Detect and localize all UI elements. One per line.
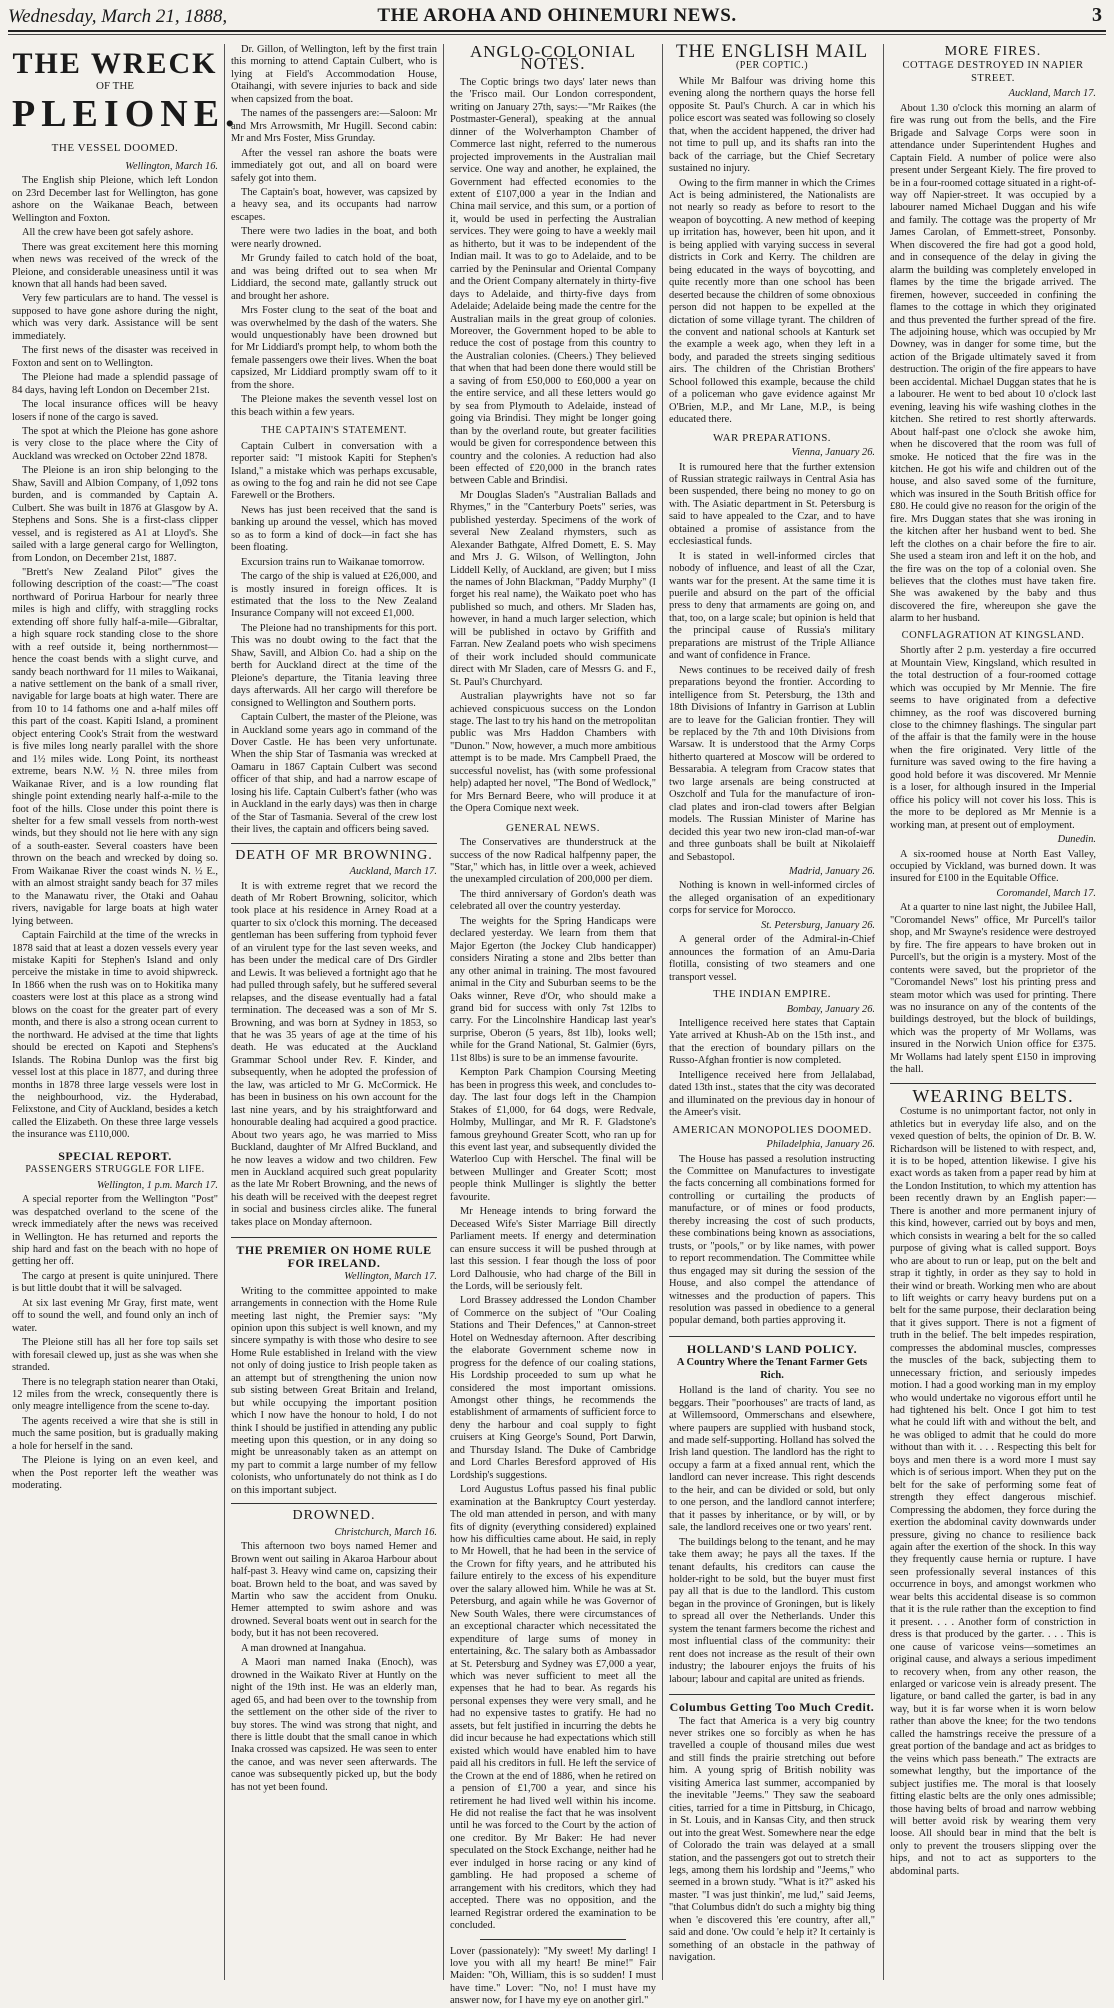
masthead xyxy=(8,2,1106,32)
dateline: Bombay, January 26. xyxy=(786,1003,875,1015)
paragraph: The Pleione still has all her fore top sails set with foresail clewed up, just as she was when she stranded. xyxy=(12,1337,218,1374)
paragraph: Mr Heneage intends to bring forward the Deceased Wife's Sister Marriage Bill directly Parliament meets. If energy and determination can ensure success it will be pushed through at last this session. I fear though the loss of poor Lord Dalhousie, who had charge of the Bill in the Lords, will be seriously felt. xyxy=(450,1206,656,1292)
verse-speaker: Lover (passionately): xyxy=(450,1945,540,1957)
paragraph: Owing to the firm manner in which the Crimes Act is being administered, the Nationalists are not nearly so ready as before to resort to the weapon of boycotting. A new method of keeping up irritation has, however, been hit upon, and it is being applied with varying success in several districts in Cork and Kerry. The children are being educated in the ways of boycotting, and quite recently more than one school has been deserted because the children of some obnoxious person did not happen to be expelled at the dictation of some village tyrant. The children of the convent and national schools at Kanturk set the example a week ago, when they left in a body, and paraded the streets singing seditious airs. The children of the Christian Brothers' School followed this example, because the child of a policeman who gave evidence against Mr O'Brien, M.P., and Mr Lane, M.P., is being educated there. xyxy=(669,177,875,426)
paragraph: Costume is no unimportant factor, not only in athletics but in everyday life also, and on the vexed question of belts, the opinion of Dr. B. W. Richardson will be listened to with respect, and, it is to be hoped, attention likewise. I give his exact words as taken from a paper read by him at the London Institution, to which my attention has been recently drawn by an English paper:—There is another and more permanent injury of this kind, however, carried out by boys and men, which consists in wearing a belt for the so called purpose of giving what is called support. Boys who are about to run or leap, put on the belt and strap it tightly, in order as they say to hold in their wind or breath. Working men who are about to lift weights or carry heavy burdens put on a belt for the same purpose, their declaration being that it gives support. There is not a figment of truth in the belief. The belt impedes respiration, compresses the abdominal muscles, compresses the muscles of the back, subjecting them to unnecessary friction, and seriously impedes motion. I had a good working man in my employ who would undertake no vigorous effort until he had tightened his belt. Once I got him to test what he could lift with and without the belt, and he was obliged to admit that he could do more without than with it. . . . Respecting this belt for boys and men there is a word more I must say which is of serious import. When they put on the belt for the sake of performing some feat of strength they effect dangerous mischief. Compressing the abdomen, they force during the exertion the abdominal cavity downwards under pressure, giving no chance to resilience back again after the exertion of the shock. In this way they frequently cause hernia or rupture. I have seen professionally several instances of this occurrence in boys, and amongst workmen who wear belts this accidental disease is so common that it is the rule rather than the exception to find it present. . . . Another form of constriction in dress is that produced by the garter. . . . This is one cause of varicose veins—sometimes an original cause, and always a serious impediment to recovery when, from any other reason, the enlarged or varicose vein is already present. The ligature, or band called the garter, is bad in any way, but it is far worse when it is worn below rather than above the knee; for the two tendons called the hamstrings receive the pressure of a great portion of the bandage and act as bridges to the veins which pass beneath." The extracts are somewhat lengthy, but the importance of the subject justifies me. The moral is that loosely fitting elastic belts are the only ones admissible; those having belts of broad and narrow webbing will better avoid risk by wearing them very loose. All should bear in mind that the belt is only to prevent the trousers slipping over the hips, and not to act as supporters to the abdominal parts. xyxy=(890,1106,1096,1877)
section-rule xyxy=(480,1939,626,1940)
heading-war-preparations: WAR PREPARATIONS. xyxy=(712,431,832,444)
dateline: Wellington, March 16. xyxy=(125,160,218,172)
heading-anglo-colonial-notes: ANGLO-COLONIAL NOTES. xyxy=(469,42,637,74)
column-divider xyxy=(224,44,225,1980)
heading-american-monopolies: AMERICAN MONOPOLIES DOOMED. xyxy=(672,1123,872,1136)
paragraph: Shortly after 2 p.m. yesterday a fire occurred at Mountain View, Kingsland, which resulted in the total destruction of a four-roomed cottage which was occupied by Mr Mennie. The fire seems to have originated from a defective chimney, as the roof was discovered burning close to the chimney flashings. The singular part of the affair is that the family were in the house when the fire originated. Very little of the furniture was saved owing to the fire having a good hold before it was discovered. Mr Mennie is a loser, for although insured in the Imperial office his policy will not cover his loss. This is the more to be deplored as Mr Mennie is a working man, at present out of employment. xyxy=(890,645,1096,831)
paragraph: Mr Douglas Sladen's "Australian Ballads and Rhymes," in the "Canterbury Poets" series, was published yesterday. Specimens of the work of several New Zealand rhymsters, such as Alexander Bathgate, Alfred Domett, E. S. May and Mrs J. G. Wilson, of Wellington, John Liddell Kelly, of Auckland, are given; but I miss the names of John Blackman, "Paddy Murphy" (I forget his real name), the Waikato poet who has published so much, and others. Mr Sladen has, however, in hand a much larger selection, which will be published in octavo by Griffith and Farran. New Zealand poets who wish specimens of their work included should communicate direct with Mr Sladen, care of Messrs G. and F., St. Paul's Churchyard. xyxy=(450,489,656,688)
paragraph: Captain Culbert, the master of the Pleione, was in Auckland some years ago in command of the Dover Castle. He has been very unfortunate. When the ship Star of Tasmania was wrecked at Oamaru in 1867 Captain Culbert was second officer of that ship, and had a narrow escape of losing his life. Captain Culbert's father (who was in Auckland in the early days) was then in charge of the Star of Tasmania. Several of the crew lost their lives, the captain and officers being saved. xyxy=(231,712,437,836)
masthead-rule xyxy=(8,34,1106,35)
paragraph: The third anniversary of Gordon's death was celebrated all over the country yesterday. xyxy=(450,888,656,913)
paragraph: There were two ladies in the boat, and both were nearly drowned. xyxy=(231,226,437,250)
paragraph: The cargo of the ship is valued at £26,000, and is mostly insured in foreign offices. It is estimated that the loss to the New Zealand Insurance Company will not exceed £1,000. xyxy=(231,571,437,620)
dateline: Coromandel, March 17. xyxy=(996,887,1096,899)
paragraph: Writing to the committee appointed to make arrangements in connection with the Home Rule meeting last night, the Premier says: "My opinion upon this subject is well known, and my sincere sympathy is with those who desire to see Home Rule established in Ireland with the view not only of doing justice to Irish people taken as an attempt but of strengthening the union now sub sisting between Great Britain and Ireland, but while occupying the important position which I now have the honour to hold, I do not think I should be justified in attending any public meeting upon this question, or in any doing so might be unreasonably taken as an attempt on my part to commit a large number of my fellow colonists, who unfortunately do not think as I do on this important subject. xyxy=(231,1285,437,1496)
subheading-per-coptic: (PER COPTIC.) xyxy=(735,60,809,72)
paragraph: The Pleione had no transhipments for this port. This was no doubt owing to the fact that the Shaw, Savill, and Albion Co. had a ship on the berth for Auckland direct at the time of the Pleione's departure, the Titania leaving three days afterwards. All her cargo will therefore be consigned to Wellington and Southern ports. xyxy=(231,622,437,709)
subheading-vessel-doomed: THE VESSEL DOOMED. xyxy=(51,142,179,155)
subheading-cottage-destroyed: COTTAGE DESTROYED IN NAPIER STREET. xyxy=(902,60,1084,84)
dateline: Auckland, March 17. xyxy=(1008,88,1096,100)
paragraph: Captain Culbert in conversation with a reporter said: "I mistook Kapiti for Stephen's Island," a mistake which was perhaps excusable, as owing to the fog and rain he did not see Cape Farewell or the Brothers. xyxy=(231,440,437,502)
paragraph: The buildings belong to the tenant, and he may take them away; he pays all the taxes. If the tenant defaults, his creditors can cause the holder-right to be sold, but the buyer must first pay all that is due to the landlord. This custom began in the province of Groningen, but is likely to spread all over the Netherlands. Under this system the tenant farmers become the richest and most influential class of the community: their rent does not increase as the result of their own industry; the labourer enjoys the fruits of his labour; labour and capital are united as friends. xyxy=(669,1536,875,1685)
column-wreck-continued xyxy=(231,44,437,1980)
paragraph: The House has passed a resolution instructing the Committee on Manufactures to investigate the facts concerning all combinations formed for controlling or curtailing the products of manufacture, or of mines or food products, thereby increasing the cost of such products, these combinations being known as associations, trusts, or "pools," or by like names, with power to report recommendation. The Committee while thus engaged may sit during the session of the House, and also compel the attendance of witnesses and the production of papers. This resolution was passed in obedience to a general popular demand, both parties approving it. xyxy=(669,1153,875,1327)
newspaper-title: THE AROHA AND OHINEMURI NEWS. xyxy=(377,5,737,26)
paragraph: Captain Fairchild at the time of the wrecks in 1878 said that at least a dozen vessels every year mistake Kapiti for Stephen's Island and only perceive the mistake in time to avoid shipwreck. In 1866 when the rush was on to Hokitika many coasters were lost at this place as a strong wind blows on the coast for the greater part of every month, and there is also a strong ocean current to the northward. He advised at the time that lights should be erected on Kapoti and Stephens's Islands. The Robina Dunlop was the first big vessel lost at this place in 1877, and during three months in 1878 three large vessels were lost in the neighbourhood, viz. the Hyderabad, Felixstone, and City of Auckland, besides a ketch called the Elizabeth. On these three large vessels the insurance was £110,000. xyxy=(12,930,218,1141)
paragraph: News continues to be received daily of fresh preparations beyond the frontier. According to intelligence from St. Petersburg, the 13th and 18th Divisions of Infantry in Garrison at Lublin are to leave for the Galician frontier. They will be replaced by the 7th and 10th Divisions from Warsaw. It is understood that the Army Corps hitherto quartered at Moscow will be ordered to Bessarabia. A telegram from Cracow states that two large arsenals are being constructed at Oszcholf and Tula for the manufacture of iron-clad plates and iron-clad towers after Belgian models. The Russian Minister of Marine has decided this year two new iron-clad man-of-war and three gunboats shall be built at Nikolaieff and Sebastopol. xyxy=(669,664,875,863)
paragraph: The cargo at present is quite uninjured. There is but little doubt that it will be salvaged. xyxy=(12,1270,218,1295)
paragraph: The first news of the disaster was received in Foxton and sent on to Wellington. xyxy=(12,345,218,369)
heading-death-of-mr-browning: DEATH OF MR BROWNING. xyxy=(231,843,437,862)
paragraph: At six last evening Mr Gray, first mate, went off to sound the well, and found only an inch of water. xyxy=(12,1297,218,1334)
paragraph: The weights for the Spring Handicaps were declared yesterday. We learn from them that Major Egerton (the Jockey Club handicapper) considers Nirating a stone and 2lbs better than any other animal in training. The most favoured animal in the City and Suburban seems to be the Oaks winner, Reve d'Or, who should make a grand bid for success with only 7st 12lbs to carry. For the Lincolnshire Handicap last year's surprise, Oberon (5 years, 8st 1lb), looks well; while for the Grand National, St. Galmier (6yrs, 11st 8lbs) is sure to be an immense favourite. xyxy=(450,915,656,1064)
column-more-fires xyxy=(890,44,1096,1980)
heading-english-mail: THE ENGLISH MAIL xyxy=(675,41,869,62)
paragraph: The names of the passengers are:—Saloon: Mr and Mrs Arrowsmith, Mr Hugill. Second cabin: Mr and Mrs Foster, Miss Grunday. xyxy=(231,108,437,145)
paragraph: This afternoon two boys named Hemer and Brown went out sailing in Akaroa Harbour about half-past 3. Heavy wind came on, capsizing their boat. Brown held to the boat, and was saved by Martin who saw the accident from Onuku. Hemer attempted to swim ashore and was drowned. Several boats went out in search for the body, but it has not been recovered. xyxy=(231,1541,437,1640)
heading-premier-home-rule: THE PREMIER ON HOME RULE FOR IRELAND. xyxy=(231,1237,437,1269)
paragraph: Excursion trains run to Waikanae tomorrow. xyxy=(241,556,425,568)
column-wreck-of-pleione xyxy=(12,44,241,1980)
heading-conflagration-kingsland: CONFLAGRATION AT KINGSLAND. xyxy=(901,629,1085,641)
paragraph: At a quarter to nine last night, the Jubilee Hall, "Coromandel News" office, Mr Purcell's tailor shop, and Mr Swayne's residence were destroyed by fire. The fire appears to have broken out in Purcell's, but the origin is a mystery. Most of the contents were saved, but the proprietor of the "Coromandel News" lost his printing press and steam motor which was used for printing. There was no insurance on any of the contents of the buildings destroyed, but the block of buildings, which was the property of Mr Wollams, was insured in the Norwich Union office for £375. Mr Wollams had lately spent £150 in improving the hall. xyxy=(890,902,1096,1076)
paragraph: Nothing is known in well-informed circles of the alleged organisation of an expeditionary corps for service for Morocco. xyxy=(669,880,875,917)
paragraph: The Conservatives are thunderstruck at the success of the now Radical halfpenny paper, the "Star," which has, in little over a week, achieved the unexampled circulation of 200,000 per diem. xyxy=(450,837,656,886)
heading-special-report: SPECIAL REPORT. xyxy=(58,1148,172,1163)
headline-pleione: PLEIONE. xyxy=(12,93,241,136)
paragraph: Mrs Foster clung to the seat of the boat and was overwhelmed by the dash of the waters. She would unquestionably have been drowned but for Mr Liddiard's prompt help, to whom both the female passengers owe their lives. When the boat capsized, Mr Liddiard promptly swam off to it from the shore. xyxy=(231,305,437,391)
column-divider xyxy=(883,44,884,1980)
issue-date: Wednesday, March 21, 1888, xyxy=(8,6,228,27)
paragraph: "Brett's New Zealand Pilot" gives the following description of the coast:—"The coast northward of Porirua Harbour for nearly three miles is high and cliffy, with straggling rocks extending off shore fully half-a-mile—Gibraltar, a high square rock standing close to the shore with a reef outside it, being northernmost—hence the coast bends with a slight curve, and sandy beach northward for 11 miles to Waikanai, a native settlement on the bank of a small river, navigable for large boats at high water. There are from 10 to 14 fathoms one and a-half miles off this part of the coast. Kapiti Island, a prominent object entering Cook's Strait from the westward is five miles long nearly parallel with the shore and 1½ miles wide. Long Point, its northeast extreme, bears N.W. ½ N. three miles from Waikanae River, and is a low rounding flat shingle point extending nearly half-a-mile to the foot of the hills. Close under this point there is shelter for a few small vessels from north-west winds, but they should not lie here with any sign of a south-easter. Several coasters have been thrown on the beach and wrecked by doing so. From Waikanae River the coast winds N. ½ E., with an almost straight sandy beach for 37 miles to the Manawatu river, the Otaki and Oahau rivers, navigable for large boats at high water lying between. xyxy=(12,566,218,927)
verse-paragraph xyxy=(450,1946,656,2008)
heading-indian-empire: THE INDIAN EMPIRE. xyxy=(712,988,832,1001)
column-english-mail xyxy=(669,41,875,1980)
paragraph: After the vessel ran ashore the boats were immediately got out, and all on board were safely got into them. xyxy=(231,147,437,184)
headline-the-wreck: THE WRECK xyxy=(12,47,218,80)
heading-general-news: GENERAL NEWS. xyxy=(505,821,601,834)
page-number: 3 xyxy=(1092,4,1102,26)
dateline: Philadelphia, January 26. xyxy=(766,1139,875,1151)
paragraph: A man drowned at Inangahua. xyxy=(241,1642,366,1654)
column-divider xyxy=(443,44,444,1980)
subheading-tenant-farmer: A Country Where the Tenant Farmer Gets Rich. xyxy=(676,1357,868,1381)
paragraph: Mr Grundy failed to catch hold of the boat, and was being drifted out to sea when Mr Liddiard, the second mate, gallantly struck out and brought her ashore. xyxy=(231,253,437,302)
paragraph: About 1.30 o'clock this morning an alarm of fire was rung out from the bells, and the Fire Brigade and Salvage Corps were soon in attendance under Superintendent Hughes and Captain Field. A number of police were also present under Sergeant Kiely. The fire proved to be in a four-roomed cottage situated in a right-of-way off Napier-street. It was occupied by a labourer named Michael Duggan and his wife and family. The cottage was the property of Mr James Carolan, of Emmett-street, Ponsonby. When discovered the fire had got a good hold, and in consequence of the delay in giving the alarm the building was completely enveloped in flames by the time the brigade arrived. The firemen, however, succeeded in confining the flames to the cottage in which they originated and thus prevented the further spread of the fire. The adjoining house, which was occupied by Mr Downey, was in danger for some time, but the action of the Brigade ultimately saved it from destruction. The origin of the fire appears to have been accidental. Michael Duggan states that he is a labourer. He went to bed about 10 o'clock last evening, leaving his wife washing clothes in the kitchen. She retired to rest shortly afterwards. About half-past one o'clock she awoke him, when he discovered that the room was full of smoke. He noticed that the fire was in the kitchen. He got his wife and children out of the house, and also saved some of the furniture, which was insured in the South British office for £80. He could give no reason for the origin of the fire. Mrs Duggan states that she was ironing in the kitchen after her husband went to bed. She left the clothes on a chair before the fire to air. She used a steam iron and left it on the hob, and the fire was on the top of a colonial oven. She believes that the clothes must have taken fire. She was awakened by the baby and thus discovered the fire, whereupon she gave the alarm to her husband. xyxy=(890,102,1096,625)
paragraph: Kempton Park Champion Coursing Meeting has been in progress this week, and concludes to-day. The last four dogs left in the Champion Stakes of £1,000, for 64 dogs, were Redvale, Holmby, Mullingar, and Mr R. F. Gladstone's famous greyhound Greater Scott, who ran up for this event last year, and subsequently divided the Waterloo Cup with Herschel. The final will be between Mullinger and Greater Scott; most people think Mullinger is slightly the better favourite. xyxy=(450,1067,656,1203)
paragraph: The Pleione makes the seventh vessel lost on this beach within a few years. xyxy=(231,394,437,418)
heading-drowned: DROWNED. xyxy=(231,1503,437,1522)
paragraph: The Pleione is lying on an even keel, and when the Post reporter left the weather was moderating. xyxy=(12,1455,218,1492)
verse-text: "My sweet! My darling! I love you with all my heart! Be mine!" Fair Maiden: "Oh, William, this is so sudden! I must have time." Lover: "No, no! I must have my answer now, for I have my eye on another girl." xyxy=(450,1945,656,2007)
heading-captains-statement: THE CAPTAIN'S STATEMENT. xyxy=(261,425,407,437)
dateline: St. Petersburg, January 26. xyxy=(761,919,875,931)
heading-wearing-belts: WEARING BELTS. xyxy=(890,1083,1096,1102)
headline-of-the: OF THE xyxy=(96,80,134,92)
paragraph: Very few particulars are to hand. The vessel is supposed to have gone ashore during the night, which was very dark. Assistance will be sent immediately. xyxy=(12,293,218,342)
paragraph: Holland is the land of charity. You see no beggars. Their "poorhouses" are tracts of land, as at Willemsoord, Ommerschans and elsewhere, where paupers are supplied with husband stock, and made self-supporting. Holland has solved the Irish land question. The landlord has the right to occupy a farm at a fixed annual rent, which the landlord can never increase. This right descends to the heir, and can be divided or sold, but only to one person, and the landlord cannot interfere; that it passes by inheritance, or by will, or by sale, the landlord receives one or two years' rent. xyxy=(669,1385,875,1534)
paragraph: Lord Brassey addressed the London Chamber of Commerce on the subject of "Our Coaling Stations and Their Defences," at Cannon-street Hotel on Wednesday afternoon. After describing the elaborate Government scheme now in progress for the defence of our coaling stations, His Lordship proceeded to sum up what he considered the most important omissions. Amongst other things, he recommends the establishment of armaments of sufficient force to deny the harbour and coal supply to fight cruisers at King George's Sound, Port Darwin, and Thursday Island. The Duke of Cambridge and Lord Charles Beresford approved of His Lordship's suggestions. xyxy=(450,1295,656,1481)
paragraph: Lord Augustus Loftus passed his final public examination at the Bankruptcy Court yesterday. The old man attended in person, and with many fits of dignity (everything considered) explained how his difficulties came about. He said, in reply to Mr Howell, that he had been in the service of the Crown for fifty years, and he attributed his failure entirely to the excess of his expenditure over the salary allowed him. While he was at St. Petersburg, and again while he was Governor of New South Wales, there were circumstances of an exceptional character which necessitated the expenditure of large sums of money in entertaining, &c. The salary both as Ambassador at St. Petersburg and Sydney was £7,000 a year, which was never sufficient to meet all the expenses that he had to bear. As regards his personal expenses they were very small, and he had no expensive tastes to gratify. He had no assets, but felt justified in incurring the debts he did incur because he had expectations which still existed which would have enabled him to have paid all his creditors in full. He left the service of the Crown at the end of 1886, when he retired on a pension of £1,700 a year, and since his retirement he had lived well within his income. He did not realise the fact that he was insolvent until he was forced to the Court by the action of one creditor. By Mr Baker: He had never speculated on the Stock Exchange, neither had he ever indulged in horse racing or any kind of gambling. He had proposed a scheme of arrangement with his creditors, which they had accepted. There was no opposition, and the learned Registrar ordered the examination to be concluded. xyxy=(450,1484,657,1932)
paragraph: While Mr Balfour was driving home this evening along the northern quays the horse fell opposite St. Paul's Church. A car in which his police escort was seated was following so closely that, when the accident happened, the driver had not time to pull up, and its shafts ran into the back of the carriage, but the Chief Secretary sustained no injury. xyxy=(669,75,875,175)
paragraph: Dr. Gillon, of Wellington, left by the first train this morning to attend Captain Culbert, who is lying at Field's Accommodation House, Otaihangi, with severe injuries to back and side when capsized from the boat. xyxy=(231,44,437,105)
paragraph: It is with extreme regret that we record the death of Mr Robert Browning, solicitor, which took place at his residence in Arney Road at a quarter to six o'clock this morning. The deceased gentleman has been suffering from typhoid fever of an virulent type for the last seven weeks, and has been under the medical care of Drs Girdler and Lewis. It was believed a fortnight ago that he had pulled through safely, but he suffered several relapses, and the disease eventually had a fatal termination. The deceased was a son of Mr S. Browning, and was born at Sydney in 1853, so that he was 35 years of age at the time of his death. He was educated at the Auckland Grammar School under Rev. F. Kinder, and subsequently, when he adopted the profession of the law, was articled to Mr G. McCormick. He has been in business on his own account for the last nine years, and by his straightforward and honourable dealing had acquired a good practice. About two years ago, he was married to Miss Buckland, daughter of Mr Alfred Buckland, and he now leaves a widow and two children. Few men in Auckland acquired such great popularity as the late Mr Robert Browning, and the news of his death will be received with the deepest regret in social and business circles alike. The funeral takes place on Monday afternoon. xyxy=(231,880,437,1228)
paragraph: The agents received a wire that she is still in much the same position, but is gradually making a hole for herself in the sand. xyxy=(12,1415,218,1452)
paragraph: The Coptic brings two days' later news than the 'Frisco mail. Our London correspondent, writing on January 27th, says:—"Mr Raikes (the Postmaster-General), speaking at the annual dinner of the Wolverhampton Chamber of Commerce last night, referred to the numerous projected improvements in the Australian mail service. One way and another, he explained, the Government had effected economies to the extent of £107,000 a year in the Indian and China mail service, and this sum, or a portion of it, would be used in perfecting the Australian services. They were going to have a weekly mail as hitherto, but it was to be independent of the Indian mail. It was to go to Adelaide, and to be carried by the Peninsular and Oriental Company and the Orient Company alternately in thirty-five days to Adelaide, and thirty-five days from Adelaide; Adelaide being made the centre for the Australian mails in the great group of colonies. Moreover, the Government hoped to be able to reduce the cost of postage from this country to the Australian colonies. (Cheers.) They believed that when that had been done there would still be a saving of from £50,000 to £60,000 a year on the entire service, and all these letters would go by sea from Plymouth to Adelaide, instead of going via Brindisi. They might be longer going than by the overland route, but greater facilities would be given for correspondence between this country and the colonies. A reduction had also been effected of £20,000 in the branch rates between Cable and Brindisi. xyxy=(450,76,656,487)
dateline: Dunedin. xyxy=(1057,834,1096,846)
paragraph: News has just been received that the sand is banking up around the vessel, which has moved so as to form a kind of dock—in fact she has been floating. xyxy=(231,504,437,554)
paragraph: It is stated in well-informed circles that nobody of influence, and least of all the Czar, wants war for the present. At the same time it is puerile and absurd on the part of the official press to deny that armaments are going on, and that, too, on a large scale; but opinion is held that the principal cause of Russia's military preparations are mistrust of the Triple Alliance and want of confidence in France. xyxy=(669,550,875,662)
paragraph: The spot at which the Pleione has gone ashore is very close to the place where the City of Auckland was wrecked on October 22nd 1878. xyxy=(12,425,218,462)
paragraph: The Pleione is an iron ship belonging to the Shaw, Savill and Albion Company, of 1,092 tons burden, and is commanded by Captain A. Culbert. She was built in 1876 at Glasgow by A. Stephens and Sons. She is a first-class clipper vessel, and is registered as A1 at Lloyd's. She sailed with a large general cargo for Wellington, from London, on December 21st, 1887. xyxy=(12,465,218,564)
paragraph: The fact that America is a very big country never strikes one so forcibly as when he has travelled a couple of thousand miles due west and still finds the prairie stretching out before him. A young sprig of British nobility was visiting America last summer, accompanied by the inevitable "Jeems." They saw the seaboard cities, tarried for a time in Pittsburg, in Chicago, in St. Louis, and in Kansas City, and then struck out into the great West. Somewhere near the edge of Colorado the train was delayed at a small station, and the passengers got out to stretch their legs, among them his lordship and "Jeems," who seemed in a brown study. "What is it?" asked his master. "I was just thinkin', me lud," said Jeems, "that Columbus didn't do such a mighty big thing when 'e discovered this 'ere country, after all," said and done. 'Ow could 'e help it? It certainly is something of an obstacle in the pathway of navigation. xyxy=(669,1715,875,1964)
dateline: Christchurch, March 16. xyxy=(334,1526,437,1538)
subheading-passengers: PASSENGERS STRUGGLE FOR LIFE. xyxy=(25,1164,205,1176)
heading-more-fires: MORE FIRES. xyxy=(944,44,1042,59)
column-divider xyxy=(662,44,663,1980)
paragraph: Intelligence received here from Jellalabad, dated 13th inst., states that the city was decorated and illuminated on the previous day in honour of the Ameer's visit. xyxy=(669,1069,875,1119)
paragraph: The local insurance offices will be heavy losers if none of the cargo is saved. xyxy=(12,399,218,423)
dateline: Auckland, March 17. xyxy=(349,866,437,878)
heading-columbus: Columbus Getting Too Much Credit. xyxy=(669,1694,875,1713)
paragraph: Intelligence received here states that Captain Yate arrived at Khush-Ab on the 15th inst., and that the erection of boundary pillars on the Russo-Afghan frontier is now completed. xyxy=(669,1017,875,1067)
paragraph: All the crew have been got safely ashore. xyxy=(22,227,194,239)
column-anglo-colonial-notes xyxy=(450,42,657,2007)
paragraph: A six-roomed house at North East Valley, occupied by Vickland, was burned down. It was insured for £100 in the Equitable Office. xyxy=(890,848,1096,885)
paragraph: A special reporter from the Wellington "Post" was despatched overland to the scene of the wreck immediately after the news was received in Wellington. He has returned and reports the ship hard and fast on the beach with no hope of getting her off. xyxy=(12,1194,218,1268)
dateline: Madrid, January 26. xyxy=(788,866,875,877)
paragraph: It is rumoured here that the further extension of Russian strategic railways in Central Asia has been suspended, there being no money to go on with. The Asiatic department in St. Petersburg is said to have appealed to the Czar, and to have obtained a promise of assistance from the ecclesiastical funds. xyxy=(669,461,875,548)
dateline: Wellington, March 17. xyxy=(344,1271,437,1283)
paragraph: There is no telegraph station nearer than Otaki, 12 miles from the wreck, consequently there is only meagre intelligence from the scene to-day. xyxy=(12,1376,218,1413)
paragraph: Australian playwrights have not so far achieved conspicuous success on the London stage. The last to try his hand on the metropolitan public was Mrs Haddon Chambers with "Dunon." Now, however, a much more ambitious attempt is to be made. Mrs Campbell Praed, the successful novelist, has (with some professional help) adapted her novel, "The Bond of Wedlock," for Mrs Bernard Beere, who will produce it at the Opera Comique next week. xyxy=(450,691,656,815)
paragraph: The Pleione had made a splendid passage of 84 days, having left London on December 21st. xyxy=(12,372,218,396)
dateline: Vienna, January 26. xyxy=(791,447,875,459)
paragraph: A general order of the Admiral-in-Chief announces the formation of an Amu-Daria flotilla, consisting of two steamers and one transport vessel. xyxy=(669,934,875,983)
heading-hollands-land-policy: HOLLAND'S LAND POLICY. xyxy=(669,1336,875,1355)
paragraph: The Captain's boat, however, was capsized by a heavy sea, and its occupants had narrow escapes. xyxy=(231,186,437,223)
dateline: Wellington, 1 p.m. March 17. xyxy=(96,1179,218,1191)
paragraph: The English ship Pleione, which left London on 23rd December last for Wellington, has gone ashore on the Waikanae Beach, between Wellington and Foxton. xyxy=(12,175,218,224)
paragraph: There was great excitement here this morning when news was received of the wreck of the Pleione, and considerable uneasiness until it was known that all hands had been saved. xyxy=(12,241,218,290)
paragraph: A Maori man named Inaka (Enoch), was drowned in the Waikato River at Huntly on the night of the 19th inst. He was an elderly man, aged 65, and had been over to the township from the settlement on the other side of the river to buy stores. The wind was strong that night, and there is little doubt that the small canoe in which Inaka crossed was capsized. He was seen to enter the canoe, and was never seen afterwards. The canoe was subsequently picked up, but the body has not yet been found. xyxy=(231,1657,437,1793)
